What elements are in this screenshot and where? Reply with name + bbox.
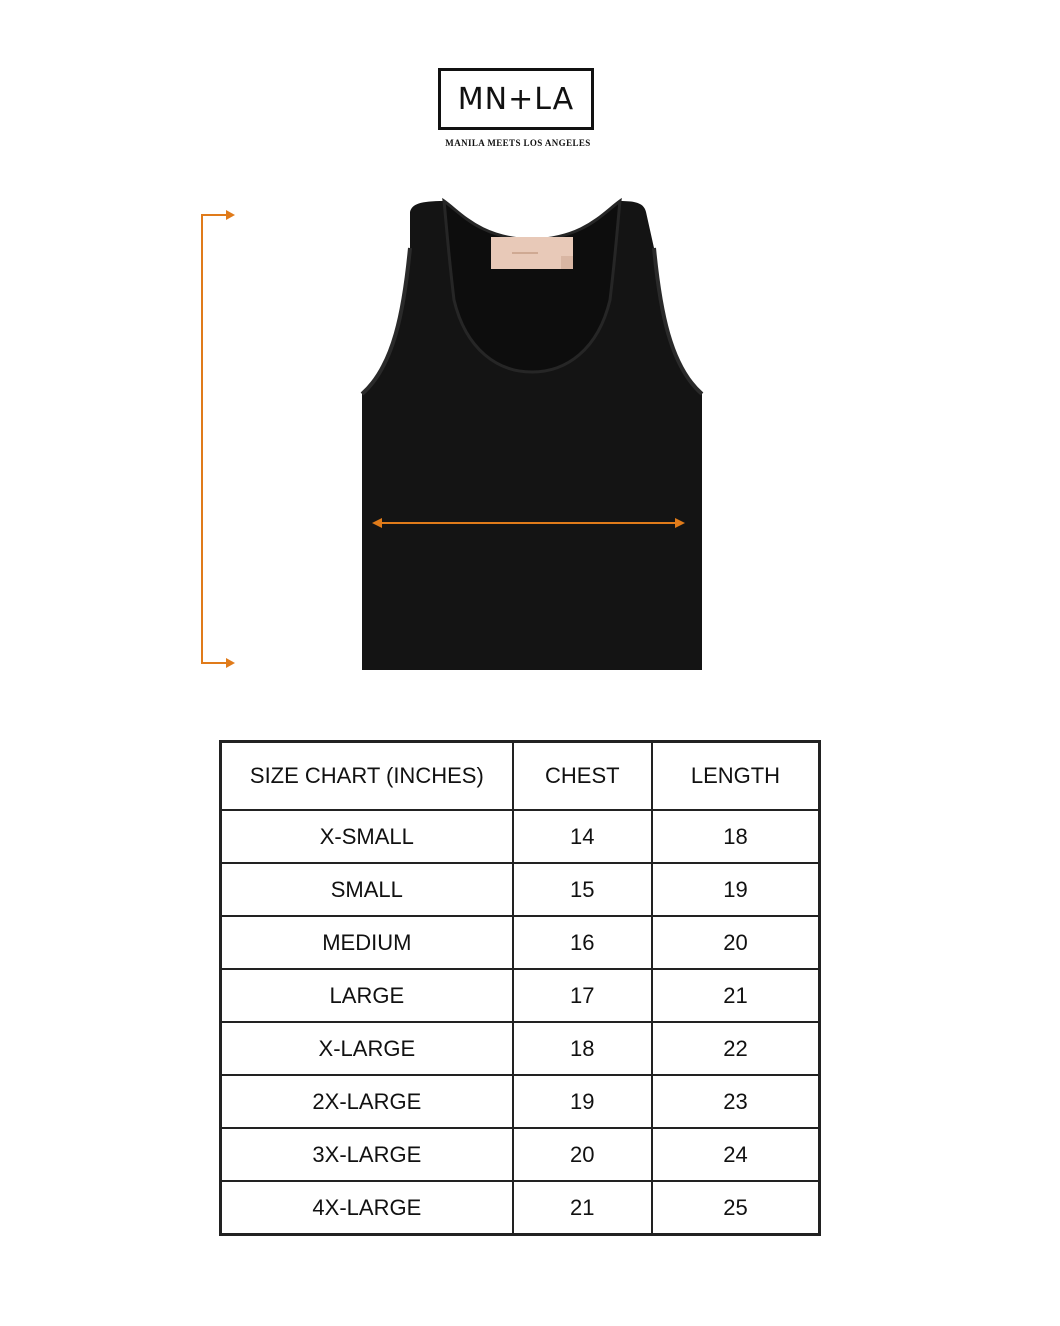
table-row — [221, 863, 820, 916]
chest-cell: 16 — [513, 916, 652, 969]
length-cell: 21 — [652, 969, 820, 1022]
table-row — [221, 810, 820, 863]
size-cell: 2X-LARGE — [221, 1075, 513, 1128]
size-chart-table — [219, 740, 821, 1236]
chest-cell: 18 — [513, 1022, 652, 1075]
table-row — [221, 969, 820, 1022]
header-chest: CHEST — [513, 742, 652, 811]
length-cell: 20 — [652, 916, 820, 969]
table-header-row — [221, 742, 820, 811]
length-cell: 23 — [652, 1075, 820, 1128]
chest-cell: 21 — [513, 1181, 652, 1235]
length-cell: 22 — [652, 1022, 820, 1075]
brand-tagline: MANILA MEETS LOS ANGELES — [445, 138, 591, 148]
size-cell: MEDIUM — [221, 916, 513, 969]
size-cell: X-LARGE — [221, 1022, 513, 1075]
chest-cell: 19 — [513, 1075, 652, 1128]
tank-top-garment — [362, 201, 702, 670]
chest-cell: 14 — [513, 810, 652, 863]
logo-text: MN+LA — [457, 81, 575, 117]
garment-label-tag — [491, 237, 573, 269]
size-cell: 4X-LARGE — [221, 1181, 513, 1235]
table-row — [221, 916, 820, 969]
chest-cell: 15 — [513, 863, 652, 916]
length-cell: 18 — [652, 810, 820, 863]
length-measure-arrow — [202, 210, 235, 668]
length-cell: 25 — [652, 1181, 820, 1235]
header-length: LENGTH — [652, 742, 820, 811]
table-row — [221, 1022, 820, 1075]
size-cell: SMALL — [221, 863, 513, 916]
size-cell: LARGE — [221, 969, 513, 1022]
size-cell: X-SMALL — [221, 810, 513, 863]
table-row — [221, 1181, 820, 1235]
chest-cell: 17 — [513, 969, 652, 1022]
table-row — [221, 1075, 820, 1128]
length-cell: 24 — [652, 1128, 820, 1181]
length-cell: 19 — [652, 863, 820, 916]
size-cell: 3X-LARGE — [221, 1128, 513, 1181]
table-row — [221, 1128, 820, 1181]
chest-cell: 20 — [513, 1128, 652, 1181]
header-size-chart: SIZE CHART (INCHES) — [221, 742, 513, 811]
